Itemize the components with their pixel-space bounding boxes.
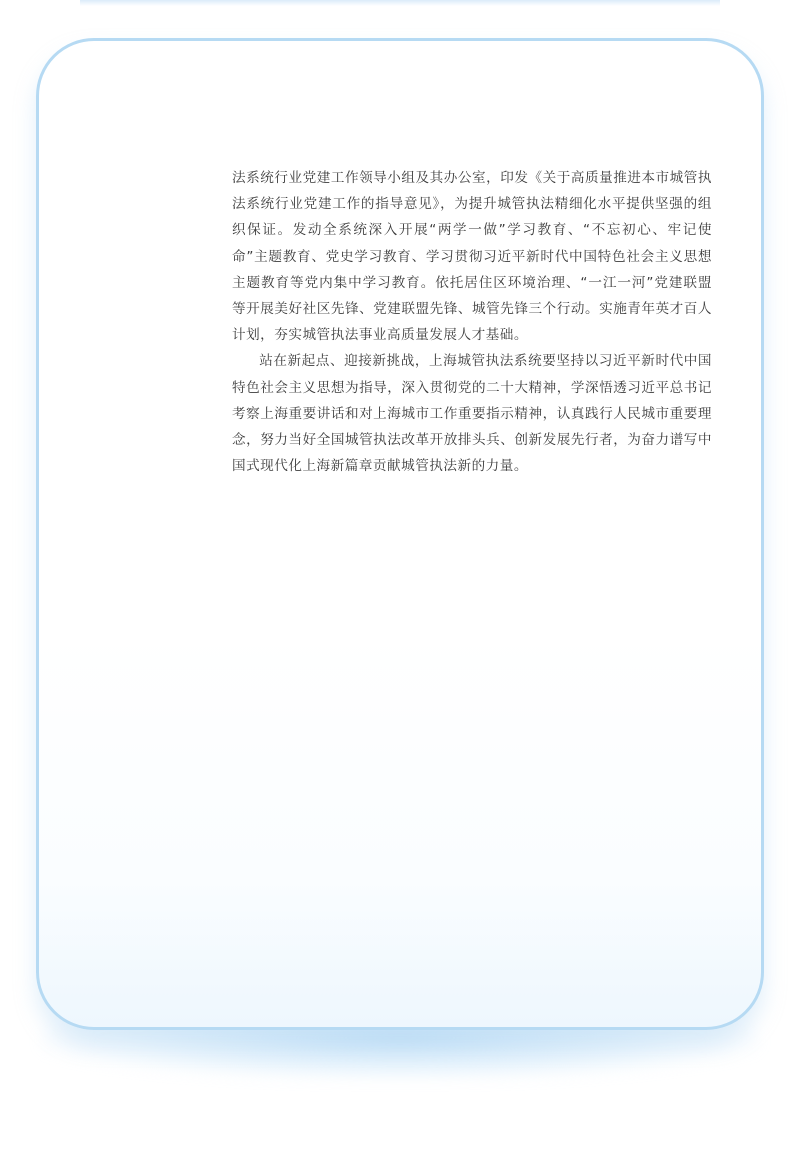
article-body [232,165,712,479]
paragraph-continued: 法系统行业党建工作领导小组及其办公室，印发《关于高质量推进本市城管执法系统行业党建工作的指导意见》，为提升城管执法精细化水平提供坚强的组织保证。发动全系统深入开展“两学一做”学习教育、“不忘初心、牢记使命”主题教育、党史学习教育、学习贯彻习近平新时代中国特色社会主义思想主题教育等党内集中学习教育。依托居住区环境治理、“一江一河”党建联盟等开展美好社区先锋、党建联盟先锋、城管先锋三个行动。实施青年英才百人计划，夯实城管执法事业高质量发展人才基础。 [232,170,712,344]
paragraph-conclusion: 站在新起点、迎接新挑战，上海城管执法系统要坚持以习近平新时代中国特色社会主义思想为指导，深入贯彻党的二十大精神，学深悟透习近平总书记考察上海重要讲话和对上海城市工作重要指示精神，认真践行人民城市重要理念，努力当好全国城管执法改革开放排头兵、创新发展先行者，为奋力谱写中国式现代化上海新篇章贡献城管执法新的力量。 [232,353,712,475]
top-edge-glow [80,0,720,6]
content-card [36,38,764,1030]
